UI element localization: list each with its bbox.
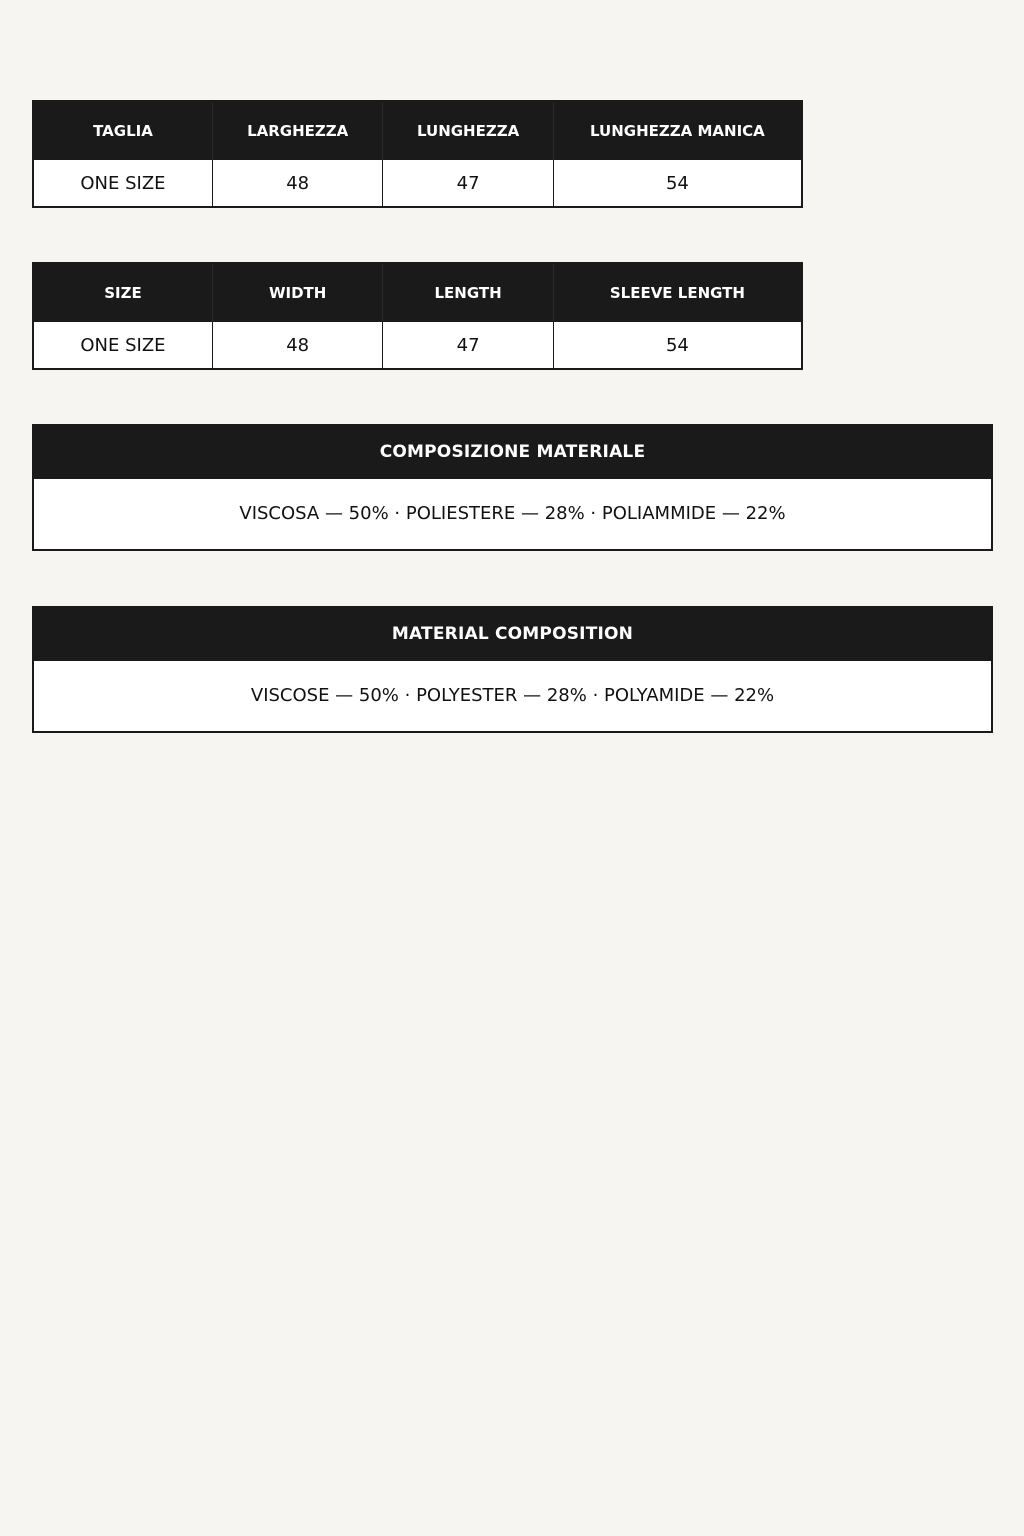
material-composition-english — [32, 606, 993, 733]
cell-width-value: 48 — [212, 160, 382, 208]
cell-length-value: 47 — [383, 322, 553, 370]
table-row — [33, 160, 802, 208]
cell-sleeve-length-value: 54 — [553, 322, 802, 370]
column-header-sleeve-length: SLEEVE LENGTH — [553, 263, 802, 322]
column-header-larghezza: LARGHEZZA — [212, 101, 382, 160]
table-row — [33, 322, 802, 370]
column-header-size: SIZE — [33, 263, 212, 322]
column-header-taglia: TAGLIA — [33, 101, 212, 160]
cell-size-value: ONE SIZE — [33, 160, 212, 208]
column-header-width: WIDTH — [212, 263, 382, 322]
size-table-italian — [32, 100, 803, 208]
material-composition-italian — [32, 424, 993, 551]
column-header-length: LENGTH — [383, 263, 553, 322]
column-header-lunghezza: LUNGHEZZA — [383, 101, 553, 160]
cell-length-value: 47 — [383, 160, 553, 208]
composition-text: VISCOSA — 50% · POLIESTERE — 28% · POLIAMMIDE — 22% — [239, 503, 786, 524]
composition-title: MATERIAL COMPOSITION — [34, 608, 991, 661]
composition-title: COMPOSIZIONE MATERIALE — [34, 426, 991, 479]
cell-width-value: 48 — [212, 322, 382, 370]
table-header-row — [33, 263, 802, 322]
cell-sleeve-length-value: 54 — [553, 160, 802, 208]
composition-text: VISCOSE — 50% · POLYESTER — 28% · POLYAMIDE — 22% — [250, 685, 775, 706]
cell-size-value: ONE SIZE — [33, 322, 212, 370]
size-table-english — [32, 262, 803, 370]
table-header-row — [33, 101, 802, 160]
column-header-lunghezza-manica: LUNGHEZZA MANICA — [553, 101, 802, 160]
